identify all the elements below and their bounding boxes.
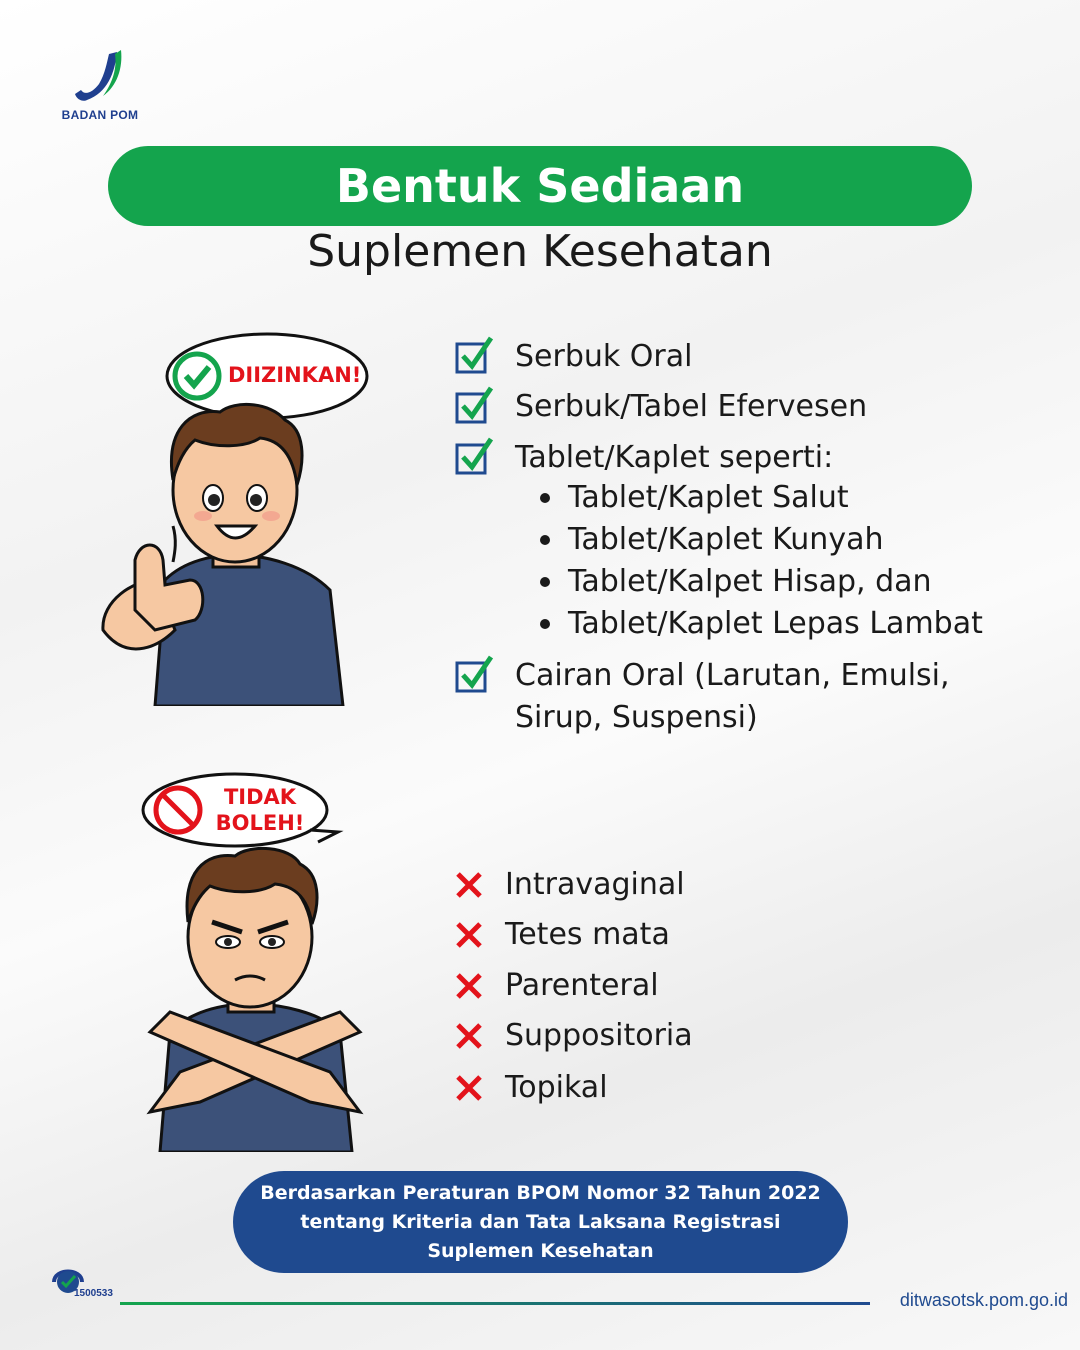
regulation-note [233,1171,848,1273]
forbidden-item [455,914,670,956]
check-icon [455,336,495,376]
allowed-badge: DIIZINKAN! [228,363,362,387]
page-subtitle: Suplemen Kesehatan [307,226,773,277]
allowed-item [455,336,692,378]
forbidden-item-label: Tetes mata [505,917,670,952]
website-link[interactable]: ditwasotsk.pom.go.id [899,1290,1068,1310]
check-icon [455,386,495,426]
halo-bpom-logo [48,1258,126,1310]
allowed-subitem-label: Tablet/Kaplet Kunyah [568,522,884,557]
forbidden-item [455,965,659,1007]
allowed-item-label: Tablet/Kaplet seperti: [515,440,834,475]
allowed-item [455,655,950,739]
badan-pom-logo [55,48,145,128]
footer-divider [120,1302,870,1305]
check-icon [455,655,495,695]
cross-icon [455,1022,483,1050]
allowed-subitem-label: Tablet/Kaplet Lepas Lambat [568,606,983,641]
bullet-icon [540,535,550,545]
regulation-line: Berdasarkan Peraturan BPOM Nomor 32 Tahun 2022 [260,1181,821,1204]
halo-number: 1500533 [74,1288,113,1299]
allowed-item [455,437,833,479]
logo-text: BADAN POM [61,108,139,122]
logo-mark-icon [55,48,145,108]
bullet-icon [540,577,550,587]
cross-icon [455,921,483,949]
allowed-subitem-label: Tablet/Kalpet Hisap, dan [568,564,932,599]
allowed-item [455,386,867,428]
allowed-subitem [540,519,883,561]
forbidden-item-label: Suppositoria [505,1018,693,1053]
cross-icon [455,871,483,899]
regulation-line: tentang Kriteria dan Tata Laksana Registrasi [300,1210,781,1233]
allowed-item-label: Cairan Oral (Larutan, Emulsi, Sirup, Suspensi) [515,658,950,735]
regulation-line: Suplemen Kesehatan [427,1239,654,1262]
allowed-subitem [540,561,932,603]
cross-icon [455,1074,483,1102]
bullet-icon [540,493,550,503]
allowed-subitem-label: Tablet/Kaplet Salut [568,480,849,515]
allowed-item-label: Serbuk Oral [515,339,693,374]
allowed-subitem [540,603,983,645]
forbidden-item-label: Parenteral [505,968,659,1003]
forbidden-item [455,1067,608,1109]
allowed-item-label: Serbuk/Tabel Efervesen [515,389,868,424]
allowed-subitem [540,477,849,519]
cross-icon [455,972,483,1000]
check-icon [455,437,495,477]
forbidden-item-label: Topikal [505,1070,608,1105]
forbidden-badge: TIDAK BOLEH! [215,785,305,835]
bullet-icon [540,619,550,629]
forbidden-item [455,1015,693,1057]
page-title: Bentuk Sediaan [108,146,972,226]
forbidden-item [455,864,685,906]
forbidden-item-label: Intravaginal [505,867,685,902]
